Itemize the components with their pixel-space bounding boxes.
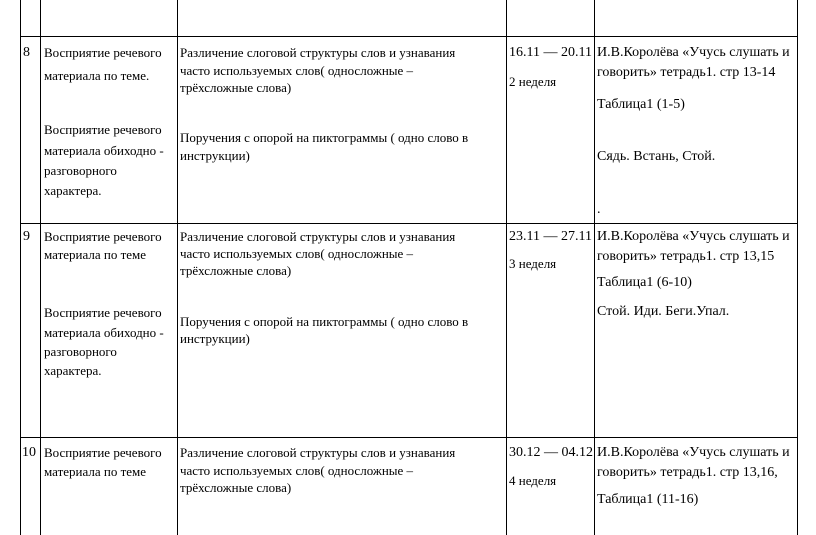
topic-line: материала по теме xyxy=(44,464,147,479)
grid-line xyxy=(177,0,178,535)
row-number: 8 xyxy=(23,45,30,60)
grid-line xyxy=(797,0,798,535)
topic-line: Восприятие речевого xyxy=(44,229,162,244)
date-range: 23.11 — 27.11 xyxy=(509,229,592,244)
table-ref: Таблица1 (6-10) xyxy=(597,275,692,290)
date-range: 30.12 — 04.12 xyxy=(509,445,593,460)
table-ref: Таблица1 (11-16) xyxy=(597,492,699,507)
content-line: Поручения с опорой на пиктограммы ( одно слово в xyxy=(180,314,469,329)
row-number: 10 xyxy=(22,445,36,460)
dot-mark: . xyxy=(597,202,601,217)
topic-line: разговорного xyxy=(44,163,117,178)
content-line: Различение слоговой структуры слов и узнавания xyxy=(180,445,456,460)
grid-line xyxy=(20,0,21,535)
content-line: Различение слоговой структуры слов и узнавания xyxy=(180,229,456,244)
content-line: трёхсложные слова) xyxy=(180,480,292,495)
topic-line: Восприятие речевого xyxy=(44,445,162,460)
content-line: трёхсложные слова) xyxy=(180,263,292,278)
topic-line: материала по теме. xyxy=(44,68,150,83)
week-label: 4 неделя xyxy=(509,473,557,488)
week-label: 2 неделя xyxy=(509,74,557,89)
content-line: часто используемых слов( односложные – xyxy=(180,63,414,78)
content-line: Различение слоговой структуры слов и узнавания xyxy=(180,45,456,60)
grid-line xyxy=(40,0,41,535)
row-number: 9 xyxy=(23,229,30,244)
content-line: инструкции) xyxy=(180,331,250,346)
topic-line: материала обиходно - xyxy=(44,143,164,158)
materials-line: И.В.Королёва «Учусь слушать и xyxy=(597,229,790,244)
content-line: часто используемых слов( односложные – xyxy=(180,463,414,478)
table-ref: Таблица1 (1-5) xyxy=(597,97,685,112)
topic-line: Восприятие речевого xyxy=(44,122,162,137)
materials-line: И.В.Королёва «Учусь слушать и xyxy=(597,45,790,60)
grid-line xyxy=(506,0,507,535)
topic-line: Восприятие речевого xyxy=(44,45,162,60)
topic-line: Восприятие речевого xyxy=(44,305,162,320)
row-separator xyxy=(20,223,798,224)
materials-line: говорить» тетрадь1. стр 13,15 xyxy=(597,249,775,264)
row-separator xyxy=(20,36,798,37)
words-list: Стой. Иди. Беги.Упал. xyxy=(597,304,730,319)
content-line: трёхсложные слова) xyxy=(180,80,292,95)
content-line: часто используемых слов( односложные – xyxy=(180,246,414,261)
content-line: Поручения с опорой на пиктограммы ( одно слово в xyxy=(180,130,469,145)
date-range: 16.11 — 20.11 xyxy=(509,45,592,60)
topic-line: характера. xyxy=(44,183,102,198)
materials-line: говорить» тетрадь1. стр 13,16, xyxy=(597,465,778,480)
row-separator xyxy=(20,437,798,438)
topic-line: материала по теме xyxy=(44,247,147,262)
topic-line: материала обиходно - xyxy=(44,325,164,340)
materials-line: И.В.Королёва «Учусь слушать и xyxy=(597,445,790,460)
topic-line: характера. xyxy=(44,363,102,378)
week-label: 3 неделя xyxy=(509,256,557,271)
topic-line: разговорного xyxy=(44,344,117,359)
grid-line xyxy=(594,0,595,535)
materials-line: говорить» тетрадь1. стр 13-14 xyxy=(597,65,776,80)
content-line: инструкции) xyxy=(180,148,250,163)
words-list: Сядь. Встань, Стой. xyxy=(597,149,716,164)
